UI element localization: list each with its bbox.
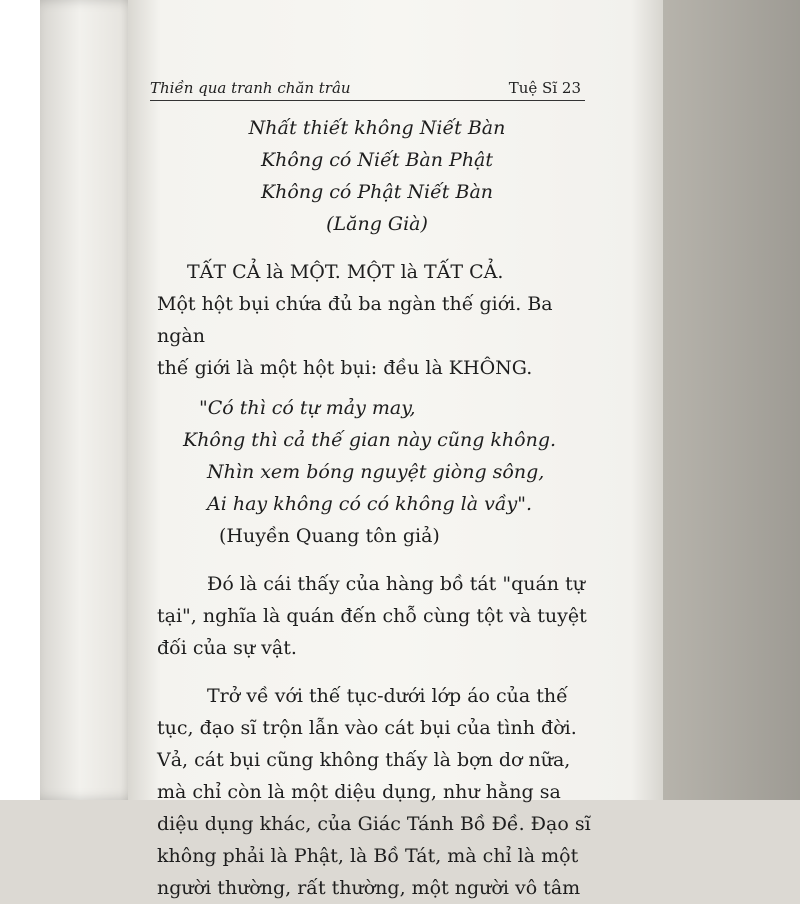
book-title-header: Thiền qua tranh chăn trâu bbox=[150, 79, 351, 97]
paragraph-line: người thường, rất thường, một người vô tâm bbox=[157, 877, 581, 899]
poem-line: "Có thì có tự mảy may, bbox=[199, 397, 416, 419]
poem-line: Không thì cả thế gian này cũng không. bbox=[183, 429, 557, 451]
opening-verse bbox=[157, 112, 597, 240]
paragraph-line: TẤT CẢ là MỘT. MỘT là TẤT CẢ. bbox=[187, 261, 504, 283]
poem bbox=[157, 392, 597, 552]
book-spine-background bbox=[655, 0, 800, 800]
poem-line: Ai hay không có có không là vầy". bbox=[207, 493, 533, 515]
paragraph-line: Vả, cát bụi cũng không thấy là bợn dơ nữa, bbox=[157, 749, 571, 771]
running-header bbox=[150, 74, 585, 101]
paragraph-line: không phải là Phật, là Bồ Tát, mà chỉ là một bbox=[157, 845, 579, 867]
paragraph-line: thế giới là một hột bụi: đều là KHÔNG. bbox=[157, 357, 533, 379]
poem-source: (Huyền Quang tôn giả) bbox=[219, 525, 440, 547]
paragraph-3 bbox=[157, 680, 597, 904]
paragraph-line: mà chỉ còn là một diệu dụng, như hằng sa bbox=[157, 781, 561, 803]
author-page-number: Tuệ Sĩ 23 bbox=[508, 79, 581, 97]
page-body bbox=[157, 112, 597, 904]
verse-line: Nhất thiết không Niết Bàn bbox=[248, 117, 506, 139]
paragraph-line: tại", nghĩa là quán đến chỗ cùng tột và tuyệt bbox=[157, 605, 587, 627]
paragraph-line: Đó là cái thấy của hàng bồ tát "quán tự bbox=[207, 573, 585, 595]
paragraph-2 bbox=[157, 568, 597, 664]
paragraph-line: Một hột bụi chứa đủ ba ngàn thế giới. Ba ngàn bbox=[157, 293, 553, 347]
poem-line: Nhìn xem bóng nguyệt giòng sông, bbox=[207, 461, 545, 483]
verse-line: Không có Phật Niết Bàn bbox=[260, 181, 494, 203]
paragraph-line: Trở về với thế tục-dưới lớp áo của thế bbox=[207, 685, 568, 707]
paragraph-1 bbox=[157, 256, 597, 384]
paragraph-line: tục, đạo sĩ trộn lẫn vào cát bụi của tình đời. bbox=[157, 717, 577, 739]
paragraph-line: diệu dụng khác, của Giác Tánh Bồ Đề. Đạo sĩ bbox=[157, 813, 591, 835]
verse-line: Không có Niết Bàn Phật bbox=[260, 149, 494, 171]
verse-source: (Lăng Già) bbox=[326, 213, 428, 235]
facing-page-edge bbox=[40, 0, 140, 800]
paragraph-line: đối của sự vật. bbox=[157, 637, 297, 659]
